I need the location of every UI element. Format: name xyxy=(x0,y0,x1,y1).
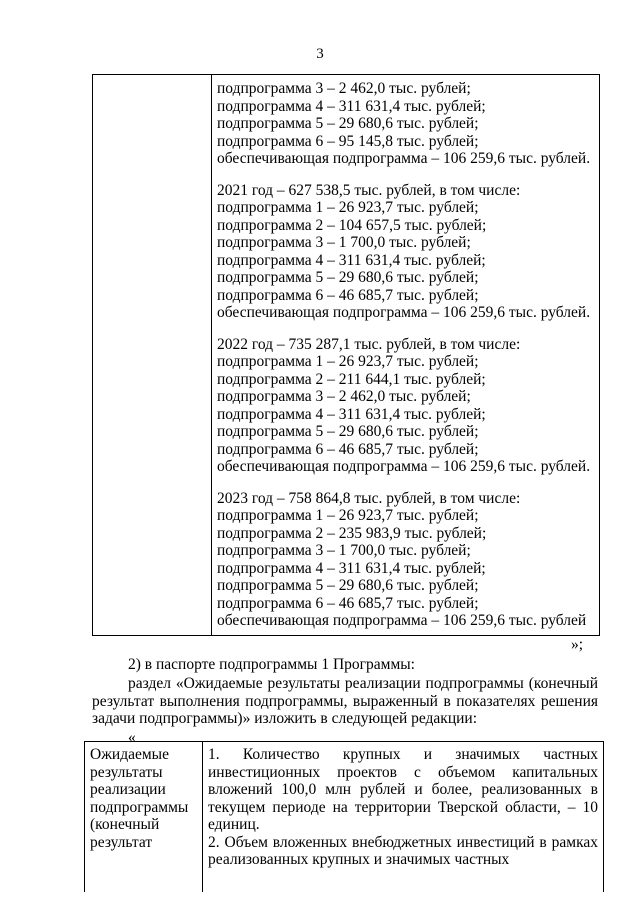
funding-line: 2023 год – 758 864,8 тыс. рублей, в том числе: xyxy=(217,489,521,507)
funding-line: обеспечивающая подпрограмма – 106 259,6 тыс. рублей xyxy=(217,612,587,629)
paragraph-section-change: раздел «Ожидаемые результаты реализации подпрограммы (конечный результат выполнения подпрограммы, выраженный в показателях решения задачи подпрограммы)» изложить в следующей редакции: xyxy=(92,675,598,727)
funding-line: подпрограмма 2 – 211 644,1 тыс. рублей; xyxy=(217,370,486,388)
funding-line: подпрограмма 4 – 311 631,4 тыс. рублей; xyxy=(217,405,486,423)
table-column-divider xyxy=(211,75,212,635)
funding-line: подпрограмма 3 – 1 700,0 тыс. рублей; xyxy=(217,234,471,251)
funding-year-group xyxy=(217,490,592,630)
funding-line: подпрограмма 5 – 29 680,6 тыс. рублей; xyxy=(217,423,479,440)
results-label-line: результаты xyxy=(90,763,163,781)
funding-line: обеспечивающая подпрограмма – 106 259,6 тыс. рублей. xyxy=(217,304,591,321)
opening-quote: « xyxy=(128,729,136,746)
results-value-cell xyxy=(208,746,598,869)
funding-line: подпрограмма 3 – 2 462,0 тыс. рублей; xyxy=(217,80,471,97)
results-label-cell xyxy=(90,746,198,851)
funding-line: 2022 год – 735 287,1 тыс. рублей, в том числе: xyxy=(217,335,521,353)
results-label-line: результат xyxy=(90,833,153,851)
funding-line: подпрограмма 3 – 1 700,0 тыс. рублей; xyxy=(217,542,471,559)
results-table xyxy=(84,741,604,892)
funding-cell xyxy=(217,80,592,644)
result-item-1: 1. Количество крупных и значимых частных инвестиционных проектов с объемом капитальных вложений 100,0 млн рублей и более, реализованных в текущем периоде на территории Тверской области, – 10 единиц. xyxy=(208,746,598,833)
table-column-divider xyxy=(202,742,203,892)
funding-line: подпрограмма 5 – 29 680,6 тыс. рублей; xyxy=(217,577,479,594)
funding-line: подпрограмма 1 – 26 923,7 тыс. рублей; xyxy=(217,353,479,370)
closing-quote: »; xyxy=(571,636,584,653)
result-item-2: 2. Объем вложенных внебюджетных инвестиций в рамках реализованных крупных и значимых частных xyxy=(208,833,598,868)
results-label-line: Ожидаемые xyxy=(90,746,169,763)
funding-line: подпрограмма 4 – 311 631,4 тыс. рублей; xyxy=(217,97,486,115)
funding-line: 2021 год – 627 538,5 тыс. рублей, в том числе: xyxy=(217,181,521,199)
funding-line: подпрограмма 5 – 29 680,6 тыс. рублей; xyxy=(217,115,479,132)
funding-line: подпрограмма 6 – 46 685,7 тыс. рублей; xyxy=(217,594,479,612)
funding-line: подпрограмма 6 – 46 685,7 тыс. рублей; xyxy=(217,440,479,458)
funding-year-group xyxy=(217,336,592,476)
page-number: 3 xyxy=(316,46,324,62)
funding-line: подпрограмма 4 – 311 631,4 тыс. рублей; xyxy=(217,559,486,577)
paragraph-item-2: 2) в паспорте подпрограммы 1 Программы: xyxy=(128,656,415,673)
results-label-line: подпрограммы xyxy=(90,798,189,816)
funding-line: подпрограмма 6 – 95 145,8 тыс. рублей; xyxy=(217,132,479,150)
funding-line: подпрограмма 6 – 46 685,7 тыс. рублей; xyxy=(217,286,479,304)
funding-table xyxy=(92,74,600,636)
results-label-line: (конечный xyxy=(90,816,160,833)
funding-line: подпрограмма 5 – 29 680,6 тыс. рублей; xyxy=(217,269,479,286)
funding-line: обеспечивающая подпрограмма – 106 259,6 тыс. рублей. xyxy=(217,458,591,475)
funding-line: подпрограмма 2 – 104 657,5 тыс. рублей; xyxy=(217,216,487,234)
results-label-line: реализации xyxy=(90,781,166,798)
funding-line: обеспечивающая подпрограмма – 106 259,6 тыс. рублей. xyxy=(217,150,591,167)
funding-year-group xyxy=(217,80,592,168)
funding-year-group xyxy=(217,182,592,322)
funding-line: подпрограмма 4 – 311 631,4 тыс. рублей; xyxy=(217,251,486,269)
funding-line: подпрограмма 1 – 26 923,7 тыс. рублей; xyxy=(217,507,479,524)
funding-line: подпрограмма 2 – 235 983,9 тыс. рублей; xyxy=(217,524,487,542)
funding-line: подпрограмма 1 – 26 923,7 тыс. рублей; xyxy=(217,199,479,216)
funding-line: подпрограмма 3 – 2 462,0 тыс. рублей; xyxy=(217,388,471,405)
